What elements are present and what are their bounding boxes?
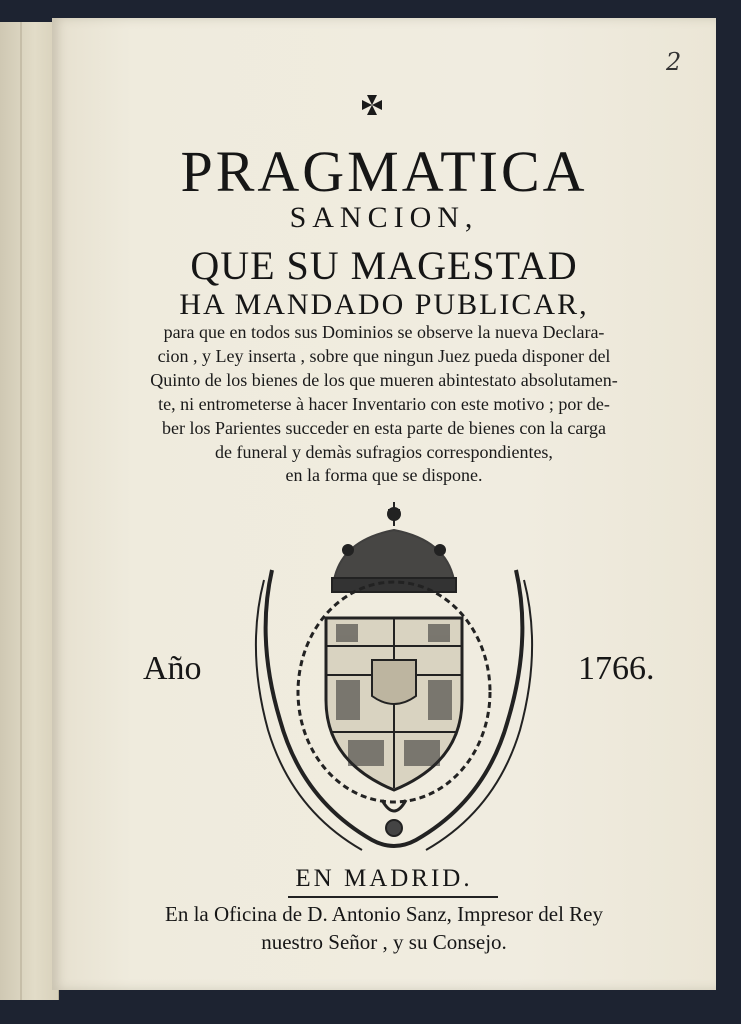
body-line: en la forma que se dispone. <box>285 465 483 485</box>
page-fold <box>20 22 22 1000</box>
title-pragmatica: PRAGMATICA <box>180 139 588 204</box>
page-number: 2 <box>666 48 682 76</box>
year: 1766. <box>578 650 655 687</box>
body-line: ber los Parientes succeder en esta parte de bienes con la carga <box>162 418 606 438</box>
body-line: de funeral y demàs sufragios correspondientes, <box>215 442 553 462</box>
title-sancion: SANCION, <box>289 201 479 234</box>
place-of-printing: EN MADRID. <box>295 865 473 892</box>
maltese-cross-icon <box>361 94 383 116</box>
body-line: te, ni entrometerse à hacer Inventario con este motivo ; por de- <box>158 394 610 414</box>
body-line: para que en todos sus Dominios se observe la nueva Declara- <box>163 322 605 342</box>
printer-line: En la Oficina de D. Antonio Sanz, Impresor del Rey <box>165 902 603 926</box>
left-page-edge <box>0 22 59 1000</box>
title-publicar: HA MANDADO PUBLICAR, <box>179 288 589 321</box>
body-line: cion , y Ley inserta , sobre que ningun Juez pueda disponer del <box>157 346 611 366</box>
body-line: Quinto de los bienes de los que mueren abintestato absolutamen- <box>150 370 618 390</box>
divider-rule <box>288 896 498 898</box>
royal-coat-of-arms-icon <box>252 500 536 860</box>
year-label: Año <box>143 650 202 687</box>
printer-line: nuestro Señor , y su Consejo. <box>261 930 507 954</box>
title-magestad: QUE SU MAGESTAD <box>190 243 578 288</box>
